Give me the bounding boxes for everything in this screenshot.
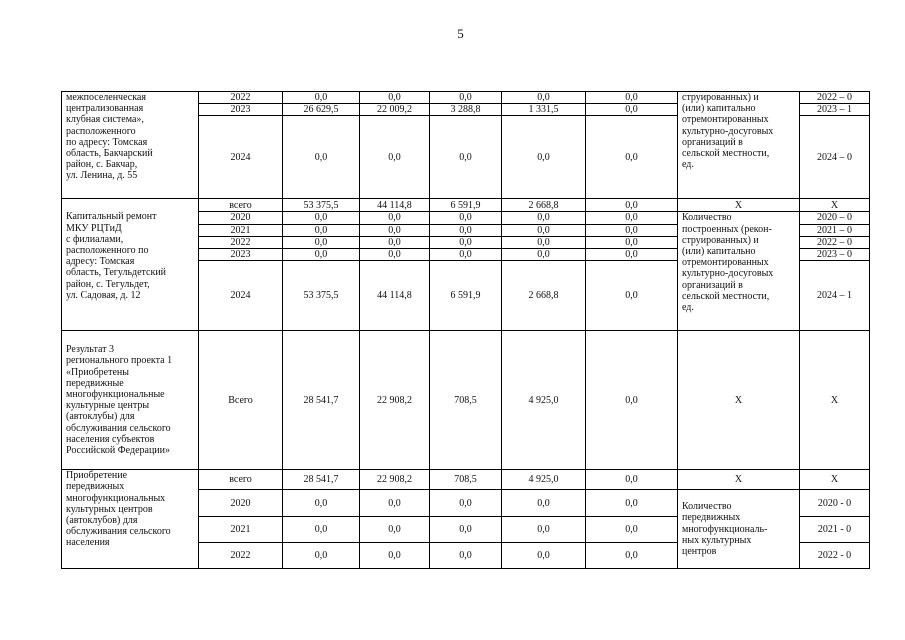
value-cell: 0,0 <box>430 490 502 517</box>
value-cell: 6 591,9 <box>430 199 502 212</box>
period-cell: всего <box>199 199 283 212</box>
value-cell: 0,0 <box>283 224 360 236</box>
indicator-cell <box>678 490 800 569</box>
table-body <box>62 92 870 569</box>
value-cell: 22 908,2 <box>360 470 430 490</box>
value-cell: 22 908,2 <box>360 331 430 470</box>
value-cell: 0,0 <box>502 517 586 543</box>
value-cell: 28 541,7 <box>283 470 360 490</box>
object-name-cell <box>62 92 199 199</box>
value-cell: 2 668,8 <box>502 261 586 331</box>
value-cell: 0,0 <box>586 543 678 569</box>
indicator-line: ед. <box>682 302 694 314</box>
value-cell: 0,0 <box>586 92 678 104</box>
value-cell: 0,0 <box>360 517 430 543</box>
period-cell: 2023 <box>199 104 283 116</box>
value-cell: 53 375,5 <box>283 199 360 212</box>
object-name-line: регионального проекта 1 <box>66 355 173 367</box>
value-cell: 6 591,9 <box>430 261 502 331</box>
value-cell: 2 668,8 <box>502 199 586 212</box>
value-cell: 1 331,5 <box>502 104 586 116</box>
value-cell: 0,0 <box>430 212 502 224</box>
target-cell: 2024 – 1 <box>800 261 870 331</box>
period-cell: 2022 <box>199 92 283 104</box>
object-name-line: Результат 3 <box>66 344 115 356</box>
target-cell: Х <box>800 331 870 470</box>
object-name-line: район, с. Тегульдет, <box>66 278 150 290</box>
value-cell: 4 925,0 <box>502 331 586 470</box>
value-cell: 3 288,8 <box>430 104 502 116</box>
value-cell: 0,0 <box>586 224 678 236</box>
value-cell: 0,0 <box>360 116 430 199</box>
object-name-cell <box>62 470 199 569</box>
object-name-line: МКУ РЦТиД <box>66 222 122 234</box>
value-cell: 0,0 <box>430 249 502 261</box>
value-cell: 0,0 <box>502 116 586 199</box>
object-name-line: район, с. Бакчар, <box>66 159 138 171</box>
value-cell: 0,0 <box>360 224 430 236</box>
object-name-line: многофункциональные <box>66 389 165 401</box>
object-name-line: область, Тегульдетский <box>66 267 167 279</box>
value-cell: 0,0 <box>283 92 360 104</box>
period-cell: 2020 <box>199 490 283 517</box>
value-cell: 28 541,7 <box>283 331 360 470</box>
target-cell: 2020 - 0 <box>800 490 870 517</box>
value-cell: 0,0 <box>430 517 502 543</box>
indicator-line: организаций в <box>682 136 743 148</box>
target-cell: 2023 – 0 <box>800 249 870 261</box>
period-cell: всего <box>199 470 283 490</box>
value-cell: 4 925,0 <box>502 470 586 490</box>
target-cell: Х <box>800 199 870 212</box>
indicator-line: построенных (рекон- <box>682 223 772 235</box>
object-name-line: передвижных <box>66 481 125 493</box>
value-cell: 0,0 <box>502 224 586 236</box>
value-cell: 0,0 <box>586 249 678 261</box>
indicator-line: ед. <box>682 159 694 171</box>
period-cell: 2023 <box>199 249 283 261</box>
value-cell: 0,0 <box>360 212 430 224</box>
object-name-line: расположенного по <box>66 245 149 257</box>
target-cell: 2020 – 0 <box>800 212 870 224</box>
object-name-line: ул. Садовая, д. 12 <box>66 289 141 301</box>
value-cell: 0,0 <box>430 116 502 199</box>
value-cell: 26 629,5 <box>283 104 360 116</box>
value-cell: 44 114,8 <box>360 199 430 212</box>
value-cell: 0,0 <box>283 543 360 569</box>
indicator-line: (или) капитально <box>682 246 756 258</box>
value-cell: 0,0 <box>283 249 360 261</box>
value-cell: 0,0 <box>360 92 430 104</box>
object-name-line: Приобретение <box>66 470 128 482</box>
indicator-cell <box>678 92 800 199</box>
target-cell: 2023 – 1 <box>800 104 870 116</box>
target-cell: 2021 - 0 <box>800 517 870 543</box>
value-cell: 0,0 <box>586 490 678 517</box>
period-cell: 2021 <box>199 224 283 236</box>
period-cell: 2020 <box>199 212 283 224</box>
object-name-line: область, Бакчарский <box>66 148 153 160</box>
target-cell: 2022 – 0 <box>800 92 870 104</box>
object-name-line: с филиалами, <box>66 233 124 245</box>
object-name-line: клубная система», <box>66 114 144 126</box>
indicator-line: центров <box>682 546 717 558</box>
object-name-line: адресу: Томская <box>66 256 135 268</box>
object-name-cell <box>62 199 199 331</box>
value-cell: 0,0 <box>586 517 678 543</box>
indicator-cell: Х <box>678 331 800 470</box>
value-cell: 0,0 <box>586 199 678 212</box>
indicator-line: струированных) и <box>682 234 759 246</box>
page-number: 5 <box>457 26 464 41</box>
value-cell: 0,0 <box>283 490 360 517</box>
object-name-line: передвижные <box>66 377 124 389</box>
indicator-line: Количество <box>682 212 732 224</box>
object-name-line: обслуживания сельского <box>66 422 171 434</box>
object-name-line: межпоселенческая <box>66 92 146 103</box>
value-cell: 53 375,5 <box>283 261 360 331</box>
indicator-cell: Х <box>678 199 800 212</box>
value-cell: 0,0 <box>283 236 360 248</box>
budget-table <box>61 91 870 569</box>
object-name-line: по адресу: Томская <box>66 136 148 148</box>
value-cell: 0,0 <box>502 543 586 569</box>
indicator-cell: Х <box>678 470 800 490</box>
value-cell: 44 114,8 <box>360 261 430 331</box>
object-name-line: культурных центров <box>66 503 153 515</box>
table-row <box>62 470 870 490</box>
object-name-line: обслуживания сельского <box>66 526 171 538</box>
indicator-line: сельской местности, <box>682 290 770 302</box>
object-name-line: населения субъектов <box>66 433 155 445</box>
value-cell: 0,0 <box>586 331 678 470</box>
value-cell: 0,0 <box>360 543 430 569</box>
period-cell: 2024 <box>199 261 283 331</box>
indicator-line: отремонтированных <box>682 257 769 269</box>
target-cell: 2022 - 0 <box>800 543 870 569</box>
target-cell: 2021 – 0 <box>800 224 870 236</box>
value-cell: 0,0 <box>430 236 502 248</box>
object-name-line: Капитальный ремонт <box>66 211 157 223</box>
value-cell: 0,0 <box>586 212 678 224</box>
object-name-cell <box>62 331 199 470</box>
period-cell: 2022 <box>199 236 283 248</box>
object-name-line: централизованная <box>66 103 144 115</box>
indicator-line: многофункциональ- <box>682 523 768 535</box>
value-cell: 22 009,2 <box>360 104 430 116</box>
value-cell: 0,0 <box>360 490 430 517</box>
value-cell: 0,0 <box>360 249 430 261</box>
target-cell: 2022 – 0 <box>800 236 870 248</box>
value-cell: 0,0 <box>430 543 502 569</box>
value-cell: 0,0 <box>586 261 678 331</box>
value-cell: 0,0 <box>283 116 360 199</box>
value-cell: 0,0 <box>502 236 586 248</box>
indicator-line: ных культурных <box>682 534 752 546</box>
indicator-line: культурно-досуговых <box>682 268 774 280</box>
object-name-line: (автоклубы) для <box>66 411 135 423</box>
object-name-line: многофункциональных <box>66 492 166 504</box>
target-cell: Х <box>800 470 870 490</box>
value-cell: 0,0 <box>502 249 586 261</box>
table-row <box>62 199 870 212</box>
indicator-cell <box>678 212 800 331</box>
value-cell: 708,5 <box>430 470 502 490</box>
indicator-line: культурно-досуговых <box>682 125 774 137</box>
indicator-line: Количество <box>682 501 732 513</box>
value-cell: 0,0 <box>283 212 360 224</box>
value-cell: 0,0 <box>430 92 502 104</box>
value-cell: 0,0 <box>586 470 678 490</box>
object-name-line: культурные центры <box>66 400 150 412</box>
object-name-line: расположенного <box>66 125 136 137</box>
object-name-line: ул. Ленина, д. 55 <box>66 170 138 182</box>
object-name-line: «Приобретены <box>66 366 129 378</box>
table-row <box>62 331 870 470</box>
value-cell: 0,0 <box>502 490 586 517</box>
value-cell: 0,0 <box>502 212 586 224</box>
value-cell: 0,0 <box>283 517 360 543</box>
value-cell: 0,0 <box>586 104 678 116</box>
object-name-line: населения <box>66 537 110 549</box>
indicator-line: отремонтированных <box>682 114 769 126</box>
value-cell: 0,0 <box>586 116 678 199</box>
period-cell: 2024 <box>199 116 283 199</box>
period-cell: 2022 <box>199 543 283 569</box>
table-row <box>62 92 870 104</box>
value-cell: 0,0 <box>586 236 678 248</box>
indicator-line: организаций в <box>682 279 743 291</box>
object-name-line: (автоклубов) для <box>66 515 138 527</box>
value-cell: 708,5 <box>430 331 502 470</box>
value-cell: 0,0 <box>430 224 502 236</box>
value-cell: 0,0 <box>502 92 586 104</box>
indicator-line: (или) капитально <box>682 103 756 115</box>
indicator-line: передвижных <box>682 512 741 524</box>
object-name-line: Российской Федерации» <box>66 445 171 457</box>
value-cell: 0,0 <box>360 236 430 248</box>
indicator-line: струированных) и <box>682 92 759 103</box>
target-cell: 2024 – 0 <box>800 116 870 199</box>
period-cell: Всего <box>199 331 283 470</box>
indicator-line: сельской местности, <box>682 148 770 160</box>
period-cell: 2021 <box>199 517 283 543</box>
